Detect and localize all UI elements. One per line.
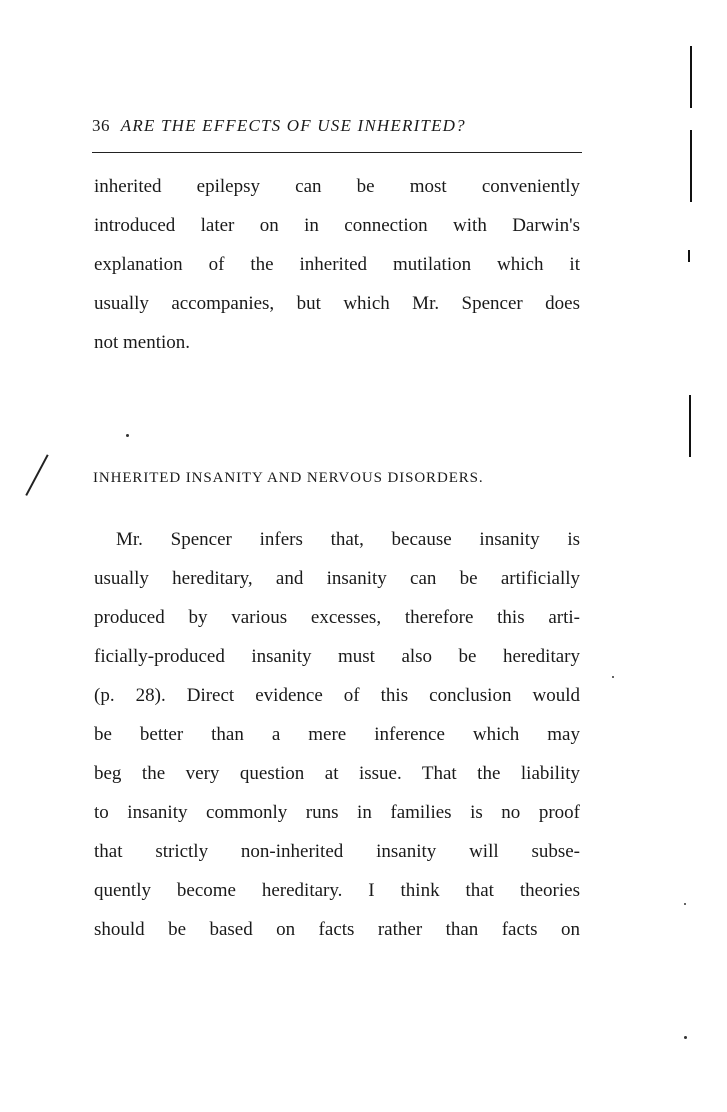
scan-speck <box>684 903 686 905</box>
text-line: usually accompanies, but which Mr. Spencer does <box>94 293 580 314</box>
text-line: usually hereditary, and insanity can be artificially <box>94 568 580 589</box>
text-line: Mr. Spencer infers that, because insanity is <box>116 529 580 550</box>
scan-speck <box>684 1036 687 1039</box>
text-line: introduced later on in connection with Darwin's <box>94 215 580 236</box>
scan-speck <box>612 676 614 678</box>
text-line: inherited epilepsy can be most conveniently <box>94 176 580 197</box>
text-line: quently become hereditary. I think that theories <box>94 880 580 901</box>
text-line: not mention. <box>94 332 191 353</box>
text-line: be better than a mere inference which may <box>94 724 580 745</box>
text-line: to insanity commonly runs in families is no proof <box>94 802 580 823</box>
running-title: ARE THE EFFECTS OF USE INHERITED? <box>120 116 466 135</box>
paragraph-insanity <box>94 520 580 949</box>
margin-slash-mark <box>25 454 48 495</box>
page-number: 36 <box>92 116 110 135</box>
text-line: should be based on facts rather than facts on <box>94 919 580 940</box>
text-line: beg the very question at issue. That the liability <box>94 763 580 784</box>
scan-speck <box>126 434 129 437</box>
header-rule <box>92 152 582 153</box>
text-line: (p. 28). Direct evidence of this conclusion would <box>94 685 580 706</box>
running-head <box>92 116 582 136</box>
scan-edge-mark <box>690 130 692 202</box>
section-heading: INHERITED INSANITY AND NERVOUS DISORDERS. <box>93 470 484 486</box>
scan-edge-mark <box>690 46 692 108</box>
paragraph-continuation <box>94 167 580 362</box>
text-line: explanation of the inherited mutilation which it <box>94 254 580 275</box>
text-line: produced by various excesses, therefore this arti- <box>94 607 580 628</box>
text-line: that strictly non-inherited insanity will subse- <box>94 841 580 862</box>
scan-edge-mark <box>688 250 690 262</box>
scan-edge-mark <box>689 395 691 457</box>
text-line: ficially-produced insanity must also be hereditary <box>94 646 580 667</box>
